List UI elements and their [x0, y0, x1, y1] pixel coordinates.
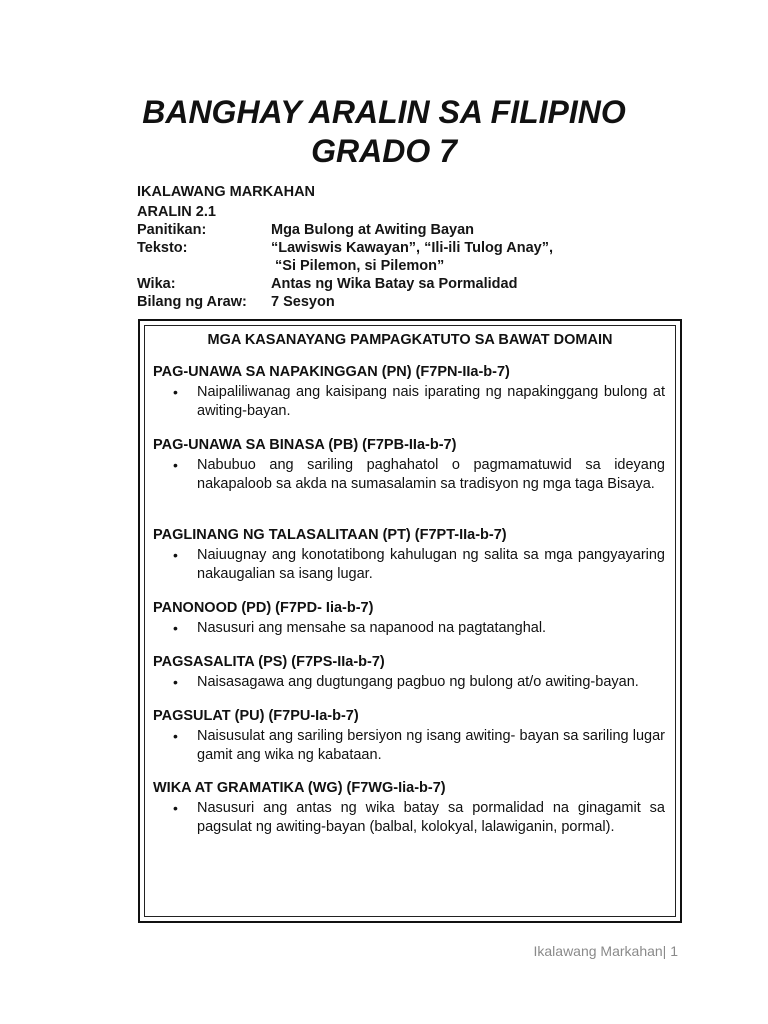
- bullet-icon: •: [173, 674, 178, 690]
- bullet-icon: •: [173, 457, 178, 473]
- domain-title: PAGSASALITA (PS) (F7PS-IIa-b-7): [153, 654, 385, 670]
- meta-row-teksto-cont: [137, 257, 617, 275]
- bullet-icon: •: [173, 547, 178, 563]
- list-item: [153, 727, 665, 765]
- domain-section-pd: [153, 599, 665, 638]
- list-item-text: Naiuugnay ang konotatibong kahulugan ng salita sa mga pangyayaring nakaugalian sa isang lugar.: [197, 547, 665, 582]
- domain-title: PAG-UNAWA SA NAPAKINGGAN (PN) (F7PN-IIa-b-7): [153, 364, 510, 380]
- meta-label: Wika:: [137, 276, 176, 292]
- domain-title: PAGLINANG NG TALASALITAAN (PT) (F7PT-IIa-b-7): [153, 527, 507, 543]
- domain-title: WIKA AT GRAMATIKA (WG) (F7WG-Iia-b-7): [153, 780, 446, 796]
- domain-title: PAGSULAT (PU) (F7PU-Ia-b-7): [153, 708, 359, 724]
- list-item: [153, 546, 665, 584]
- list-item: [153, 619, 665, 638]
- domain-section-wg: [153, 779, 665, 837]
- document-title-line-2: GRADO 7: [311, 133, 457, 169]
- domain-title: PANONOOD (PD) (F7PD- Iia-b-7): [153, 600, 374, 616]
- list-item-text: Naisasagawa ang dugtungang pagbuo ng bulong at/o awiting-bayan.: [197, 674, 639, 690]
- domain-title: PAG-UNAWA SA BINASA (PB) (F7PB-IIa-b-7): [153, 437, 457, 453]
- page-footer: Ikalawang Markahan| 1: [533, 943, 678, 959]
- list-item: [153, 383, 665, 421]
- domain-section-pt: [153, 526, 665, 584]
- bullet-icon: •: [173, 728, 178, 744]
- list-item-text: Nasusuri ang antas ng wika batay sa pormalidad na ginagamit sa pagsulat ng awiting-bayan (balbal, kolokyal, lalawiganin, pormal).: [197, 800, 665, 835]
- domain-section-pb: [153, 436, 665, 494]
- meta-label: Bilang ng Araw:: [137, 294, 247, 310]
- list-item-text: Naisusulat ang sariling bersiyon ng isang awiting- bayan sa sariling lugar gamit ang wika ng kabataan.: [197, 728, 665, 763]
- meta-value: “Si Pilemon, si Pilemon”: [271, 258, 445, 274]
- meta-row-bilang-ng-araw: [137, 293, 617, 311]
- meta-value: Antas ng Wika Batay sa Pormalidad: [271, 276, 518, 292]
- domain-section-pn: [153, 363, 665, 421]
- meta-value: Mga Bulong at Awiting Bayan: [271, 222, 475, 238]
- meta-value: “Lawiswis Kawayan”, “Ili-ili Tulog Anay”,: [271, 240, 553, 256]
- quarter-label: IKALAWANG MARKAHAN: [137, 184, 316, 200]
- lesson-label: ARALIN 2.1: [137, 204, 216, 220]
- domain-section-ps: [153, 653, 665, 692]
- list-item: [153, 456, 665, 494]
- meta-row-panitikan: [137, 221, 617, 239]
- list-item-text: Naipaliliwanag ang kaisipang nais iparating ng napakinggang bulong at awiting-bayan.: [197, 384, 665, 419]
- meta-row-wika: [137, 275, 617, 293]
- meta-label: Panitikan:: [137, 222, 207, 238]
- domain-section-pu: [153, 707, 665, 765]
- meta-label: Teksto:: [137, 240, 188, 256]
- meta-value: 7 Sesyon: [271, 294, 335, 310]
- list-item: [153, 673, 665, 692]
- bullet-icon: •: [173, 620, 178, 636]
- list-item-text: Nasusuri ang mensahe sa napanood na pagtatanghal.: [197, 620, 547, 636]
- bullet-icon: •: [173, 384, 178, 400]
- meta-row-teksto: [137, 239, 617, 257]
- list-item-text: Nabubuo ang sariling paghahatol o pagmamatuwid sa ideyang nakapaloob sa akda na sumasalamin sa tradisyon ng mga taga Bisaya.: [197, 457, 665, 492]
- document-title-line-1: BANGHAY ARALIN SA FILIPINO: [142, 94, 626, 130]
- competencies-heading: MGA KASANAYANG PAMPAGKATUTO SA BAWAT DOMAIN: [207, 332, 613, 348]
- bullet-icon: •: [173, 800, 178, 816]
- list-item: [153, 799, 665, 837]
